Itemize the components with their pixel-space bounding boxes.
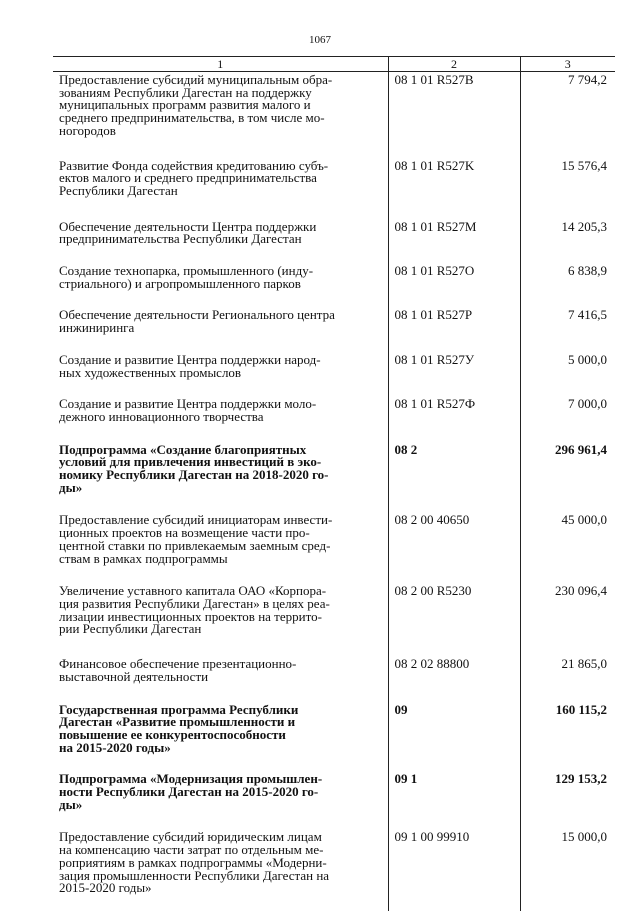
row-name: Предоставление субсидий инициаторам инвести- ционных проектов на возмещение части про- центной ставки по привлекаемым заемным сред- ствам в рамках подпрограммы — [59, 512, 333, 566]
table-row — [53, 160, 615, 221]
row-name: Подпрограмма «Модернизация промышлен- ности Республики Дагестан на 2015-2020 го- ды» — [59, 771, 323, 812]
row-amount: 7 416,5 — [568, 307, 607, 323]
table-header-row — [53, 57, 615, 72]
row-name: Создание технопарка, промышленного (инду- стриального) и агропромышленного парков — [59, 263, 314, 291]
row-name: Создание и развитие Центра поддержки моло- дежного инновационного творчества — [59, 396, 317, 424]
row-name: Государственная программа Республики Дагестан «Развитие промышленности и повышение ее конкурентоспособности на 2015-2020 годы» — [59, 701, 299, 755]
row-name: Обеспечение деятельности Регионального центра инжиниринга — [59, 307, 335, 336]
table-row — [53, 585, 615, 658]
row-code: 09 1 00 99910 — [388, 831, 520, 911]
table-row — [53, 265, 615, 309]
row-name: Развитие Фонда содействия кредитованию субъ- ектов малого и среднего предпринимательства Республики Дагестан — [59, 157, 329, 198]
row-name: Подпрограмма «Создание благоприятных условий для привлечения инвестиций в эко- номику Республики Дагестан на 2018-2020 го- ды» — [59, 441, 329, 495]
row-code: 08 1 01 R527M — [388, 221, 520, 265]
row-code: 08 1 01 R527P — [388, 309, 520, 353]
row-amount: 7 000,0 — [568, 396, 607, 412]
row-code: 09 1 — [388, 773, 520, 831]
row-amount: 230 096,4 — [555, 583, 607, 599]
row-code: 08 2 — [388, 444, 520, 515]
row-name: Предоставление субсидий юридическим лицам на компенсацию части затрат по отдельным ме- роприятиям в рамках подпрограммы «Модерни- зация промышленности Республики Дагестан на 2015-2020 годы» — [59, 829, 330, 896]
row-name: Обеспечение деятельности Центра поддержки предпринимательства Республики Дагестан — [59, 218, 317, 247]
row-amount: 21 865,0 — [561, 656, 607, 672]
row-amount: 14 205,3 — [561, 218, 607, 234]
row-code: 08 2 00 R5230 — [388, 585, 520, 658]
table-row — [53, 309, 615, 353]
row-code: 08 2 00 40650 — [388, 514, 520, 585]
row-amount: 45 000,0 — [561, 512, 607, 528]
row-code: 08 1 01 R527B — [388, 72, 520, 160]
column-header-1: 1 — [53, 57, 388, 72]
row-code: 08 1 01 R527У — [388, 354, 520, 398]
table-row — [53, 72, 615, 160]
row-name: Увеличение уставного капитала ОАО «Корпора- ция развития Республики Дагестан» в целях реа- лизации инвестиционных проектов на террито- рии Республики Дагестан — [59, 583, 330, 637]
table-row — [53, 658, 615, 703]
table-row — [53, 773, 615, 831]
row-name: Создание и развитие Центра поддержки народ- ных художественных промыслов — [59, 351, 321, 380]
table-row — [53, 398, 615, 443]
row-name: Предоставление субсидий муниципальным обра- зованиям Республики Дагестан на поддержку муниципальных программ развития малого и среднего предпринимательства, в том числе мо- ногородов — [59, 72, 333, 138]
row-amount: 6 838,9 — [568, 263, 607, 279]
page-number: 1067 — [309, 34, 331, 46]
table-row — [53, 704, 615, 774]
table-row — [53, 221, 615, 265]
row-amount: 5 000,0 — [568, 351, 607, 367]
table-row — [53, 514, 615, 585]
row-code: 08 2 02 88800 — [388, 658, 520, 703]
row-name: Финансовое обеспечение презентационно- выставочной деятельности — [59, 656, 297, 684]
row-amount: 15 000,0 — [561, 829, 607, 845]
column-header-2: 2 — [388, 57, 520, 72]
table-row — [53, 444, 615, 515]
row-code: 08 1 01 R527K — [388, 160, 520, 221]
table-row — [53, 354, 615, 398]
row-code: 08 1 01 R527Ф — [388, 398, 520, 443]
row-amount: 7 794,2 — [568, 72, 607, 87]
row-amount: 296 961,4 — [555, 441, 607, 457]
table-row — [53, 831, 615, 911]
column-header-3: 3 — [520, 57, 615, 72]
row-amount: 15 576,4 — [561, 157, 607, 173]
budget-table — [53, 56, 615, 911]
row-code: 09 — [388, 704, 520, 774]
row-amount: 129 153,2 — [555, 771, 607, 787]
row-code: 08 1 01 R527O — [388, 265, 520, 309]
row-amount: 160 115,2 — [555, 701, 607, 717]
